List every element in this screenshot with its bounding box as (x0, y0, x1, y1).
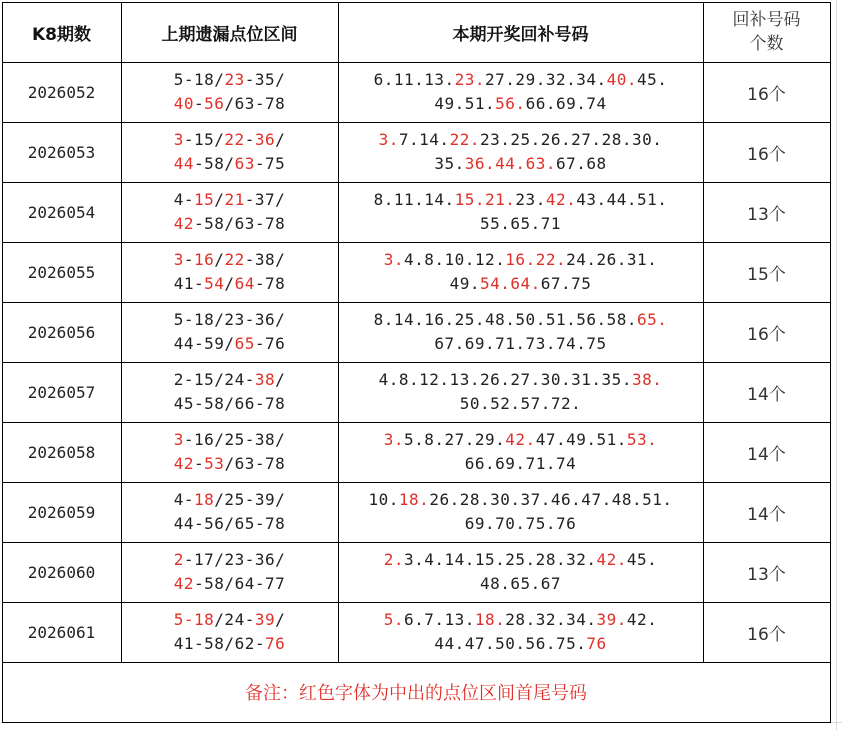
range-line (174, 488, 285, 512)
number-text: 45-58/66-78 (173, 394, 286, 413)
number-text: 44.47.50.56.75. (434, 634, 587, 653)
range-line (174, 632, 285, 656)
range-cell (121, 362, 338, 422)
number-text: 27.29.32.34. (485, 70, 607, 89)
hit-number: 3. (383, 430, 404, 449)
count-cell: 13个 (747, 204, 786, 225)
header-count-line1: 回补号码 (732, 10, 801, 30)
hit-number: 56 (204, 94, 225, 113)
number-text: 3.4.14.15.25.28.32. (403, 550, 597, 569)
number-text: 47.49.51. (535, 430, 627, 449)
numbers-line (369, 488, 673, 512)
numbers-line (460, 392, 582, 416)
hit-number: 40. (606, 70, 638, 89)
number-text: -76 (254, 334, 286, 353)
number-text: 49.51. (434, 94, 496, 113)
number-text: 4.8.10.12. (403, 250, 506, 269)
numbers-line (434, 152, 606, 176)
range-cell (121, 602, 338, 662)
number-text: -35/ (244, 70, 286, 89)
number-text: 28.32.34. (505, 610, 597, 629)
number-text: 4.8.12.13.26.27.30.31.35. (378, 370, 632, 389)
range-line (174, 548, 285, 572)
period-cell: 2026059 (27, 502, 96, 522)
number-text: 23.25.26.27.28.30. (479, 130, 663, 149)
count-cell: 16个 (747, 144, 786, 165)
numbers-cell (338, 302, 703, 362)
header-last-range: 上期遗漏点位区间 (161, 24, 298, 45)
note-row: 备注：红色字体为中出的点位区间首尾号码 (245, 683, 587, 704)
hit-number: 23. (454, 70, 486, 89)
number-text: - (194, 94, 205, 113)
hit-number: 42 (173, 214, 195, 233)
hit-number: 56. (495, 94, 526, 113)
number-text: 41- (173, 274, 205, 293)
hit-number: 2. (383, 550, 404, 569)
number-text: -58/64-77 (194, 574, 286, 593)
number-text: / (214, 190, 225, 209)
numbers-line (374, 308, 668, 332)
hit-number: 42. (596, 550, 627, 569)
period-cell: 2026058 (27, 442, 96, 462)
hit-number: 5. (383, 610, 404, 629)
number-text: 35. (434, 154, 465, 173)
hit-number: 5-18 (173, 610, 215, 629)
header-current-numbers: 本期开奖回补号码 (452, 24, 589, 45)
number-text: -75 (254, 154, 286, 173)
hit-number: 42. (505, 430, 536, 449)
number-text: 45. (626, 550, 658, 569)
hit-number: 63 (234, 154, 255, 173)
number-text: 10. (368, 490, 399, 509)
hit-number: 39 (254, 610, 276, 629)
count-cell: 13个 (747, 564, 786, 585)
number-text: /63-78 (224, 454, 286, 473)
hit-number: 44 (173, 154, 195, 173)
number-text: /25-39/ (214, 490, 286, 509)
hit-number: 53. (626, 430, 658, 449)
number-text: -58/ (194, 154, 235, 173)
range-line (174, 572, 285, 596)
hit-number: 3 (173, 250, 184, 269)
number-text: - (183, 250, 195, 269)
period-cell: 2026053 (27, 142, 96, 162)
numbers-line (434, 332, 606, 356)
hit-number: 15 (194, 190, 215, 209)
number-text: 66.69.74 (525, 94, 607, 113)
range-line (174, 188, 285, 212)
number-text: -15/ (183, 130, 225, 149)
hit-number: 42 (173, 454, 195, 473)
count-cell: 15个 (747, 264, 786, 285)
count-cell: 16个 (747, 324, 786, 345)
number-text: 67.75 (540, 274, 592, 293)
number-text: -16/25-38/ (183, 430, 286, 449)
number-text: / (275, 610, 286, 629)
count-cell: 16个 (747, 624, 786, 645)
hit-number: 65 (234, 334, 255, 353)
number-text: 43.44.51. (576, 190, 668, 209)
grid-line (836, 0, 837, 730)
row-border (2, 722, 831, 723)
count-cell: 16个 (747, 84, 786, 105)
hit-number: 22 (224, 130, 245, 149)
number-text: - (244, 130, 255, 149)
number-text: 8.14.16.25.48.50.51.56.58. (373, 310, 638, 329)
hit-number: 38 (254, 370, 276, 389)
numbers-line (384, 248, 658, 272)
range-line (174, 92, 285, 116)
hit-number: 38. (631, 370, 663, 389)
range-line (174, 272, 285, 296)
hit-number: 22. (449, 130, 480, 149)
header-count-line2: 个数 (749, 34, 784, 54)
number-text: 50.52.57.72. (459, 394, 582, 413)
hit-number: 3 (173, 130, 184, 149)
numbers-cell (338, 182, 703, 242)
range-cell (121, 422, 338, 482)
numbers-cell (338, 242, 703, 302)
number-text: 23. (515, 190, 546, 209)
number-text: /24- (214, 610, 255, 629)
number-text: -37/ (244, 190, 286, 209)
number-text: 48.65.67 (479, 574, 562, 593)
hit-number: 3. (378, 130, 399, 149)
number-text: -17/23-36/ (183, 550, 286, 569)
number-text: 2-15/24- (173, 370, 255, 389)
hit-number: 22 (224, 250, 245, 269)
range-line (174, 512, 285, 536)
number-text: /63-78 (224, 94, 286, 113)
hit-number: 54 (204, 274, 225, 293)
col-border (830, 2, 831, 722)
number-text: 44-59/ (173, 334, 235, 353)
number-text: 55.65.71 (479, 214, 562, 233)
number-text: 42. (626, 610, 658, 629)
hit-number: 23 (224, 70, 245, 89)
number-text: -58/63-78 (194, 214, 286, 233)
period-cell: 2026056 (27, 322, 96, 342)
range-cell (121, 62, 338, 122)
hit-number: 36.44.63. (464, 154, 556, 173)
hit-number: 54.64. (479, 274, 541, 293)
range-line (174, 452, 285, 476)
hit-number: 39. (596, 610, 627, 629)
range-line (174, 152, 285, 176)
numbers-line (379, 368, 663, 392)
number-text: / (214, 250, 225, 269)
number-text: 49. (449, 274, 480, 293)
number-text: 24.26.31. (566, 250, 658, 269)
count-cell: 14个 (747, 504, 786, 525)
hit-number: 3. (383, 250, 404, 269)
hit-number: 16.22. (505, 250, 567, 269)
range-line (174, 332, 285, 356)
numbers-cell (338, 542, 703, 602)
range-line (174, 308, 285, 332)
number-text: 69.70.75.76 (464, 514, 577, 533)
hit-number: 2 (173, 550, 184, 569)
hit-number: 16 (194, 250, 215, 269)
number-text: 5.8.27.29. (403, 430, 506, 449)
number-text: 26.28.30.37.46.47.48.51. (429, 490, 673, 509)
numbers-line (450, 272, 592, 296)
header-count (703, 2, 830, 62)
number-text: 6.7.13. (403, 610, 475, 629)
numbers-cell (338, 122, 703, 182)
period-cell: 2026054 (27, 202, 96, 222)
hit-number: 40 (173, 94, 195, 113)
hit-number: 64 (234, 274, 255, 293)
numbers-cell (338, 482, 703, 542)
hit-number: 53 (204, 454, 225, 473)
numbers-line (384, 428, 658, 452)
numbers-cell (338, 362, 703, 422)
range-cell (121, 242, 338, 302)
number-text: 41-58/62- (173, 634, 265, 653)
header-period: K8期数 (31, 24, 91, 45)
number-text: 44-56/65-78 (173, 514, 286, 533)
range-cell (121, 302, 338, 362)
numbers-line (374, 68, 668, 92)
number-text: 5-18/23-36/ (173, 310, 286, 329)
numbers-line (465, 512, 576, 536)
numbers-line (384, 608, 658, 632)
hit-number: 18 (194, 490, 215, 509)
range-cell (121, 482, 338, 542)
numbers-line (465, 452, 576, 476)
numbers-line (384, 548, 658, 572)
number-text: 4- (173, 490, 195, 509)
number-text: 7.14. (398, 130, 450, 149)
hit-number: 76 (586, 634, 607, 653)
hit-number: 3 (173, 430, 184, 449)
hit-number: 18. (398, 490, 430, 509)
range-line (174, 68, 285, 92)
number-text: 67.69.71.73.74.75 (434, 334, 607, 353)
number-text: 5-18/ (173, 70, 225, 89)
number-text: -38/ (244, 250, 286, 269)
number-text: 67.68 (555, 154, 607, 173)
range-line (174, 392, 285, 416)
numbers-line (379, 128, 663, 152)
count-cell: 14个 (747, 384, 786, 405)
period-cell: 2026055 (27, 262, 96, 282)
number-text: -78 (254, 274, 286, 293)
hit-number: 42 (173, 574, 195, 593)
number-text: 45. (637, 70, 668, 89)
range-cell (121, 182, 338, 242)
number-text: / (224, 274, 235, 293)
numbers-line (480, 572, 561, 596)
hit-number: 76 (264, 634, 286, 653)
range-cell (121, 122, 338, 182)
range-line (174, 608, 285, 632)
count-cell: 14个 (747, 444, 786, 465)
number-text: 66.69.71.74 (464, 454, 577, 473)
numbers-line (434, 92, 606, 116)
numbers-line (374, 188, 668, 212)
hit-number: 36 (254, 130, 276, 149)
number-text: 6.11.13. (373, 70, 455, 89)
period-cell: 2026057 (27, 382, 96, 402)
number-text: / (275, 370, 286, 389)
range-line (174, 368, 285, 392)
range-line (174, 428, 285, 452)
numbers-cell (338, 602, 703, 662)
hit-number: 18. (474, 610, 506, 629)
hit-number: 65. (637, 310, 668, 329)
hit-number: 21 (224, 190, 245, 209)
number-text: 8.11.14. (373, 190, 455, 209)
period-cell: 2026060 (27, 562, 96, 582)
numbers-cell (338, 62, 703, 122)
numbers-line (434, 632, 606, 656)
numbers-line (480, 212, 561, 236)
period-cell: 2026061 (27, 622, 96, 642)
hit-number: 15.21. (454, 190, 516, 209)
range-line (174, 128, 285, 152)
hit-number: 42. (545, 190, 577, 209)
period-cell: 2026052 (27, 82, 96, 102)
range-line (174, 212, 285, 236)
range-line (174, 248, 285, 272)
numbers-cell (338, 422, 703, 482)
number-text: 4- (173, 190, 195, 209)
number-text: / (275, 130, 286, 149)
number-text: - (194, 454, 205, 473)
range-cell (121, 542, 338, 602)
